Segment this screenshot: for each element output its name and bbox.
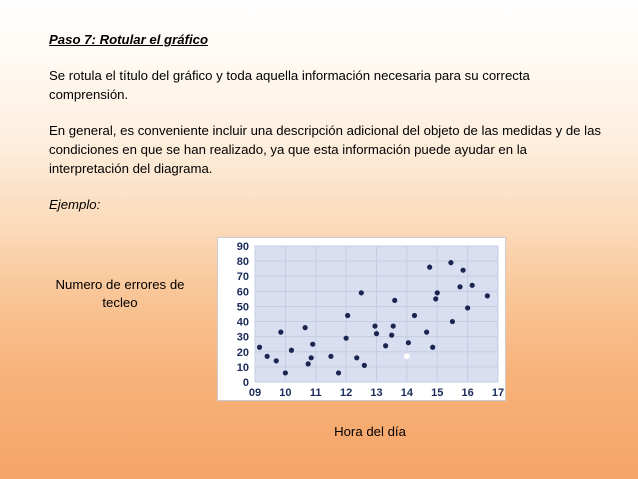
slide-heading: Paso 7: Rotular el gráfico <box>49 32 209 47</box>
data-point <box>265 354 270 359</box>
data-point <box>336 370 341 375</box>
scatter-chart <box>218 238 505 400</box>
paragraph-labeling: Se rotula el título del gráfico y toda aquella información necesaria para su correcta comprensión. <box>49 68 530 102</box>
data-point <box>460 268 465 273</box>
data-point <box>359 290 364 295</box>
data-point <box>289 348 294 353</box>
y-tick-label: 40 <box>236 316 249 329</box>
x-tick-label: 13 <box>370 387 383 399</box>
data-point <box>424 330 429 335</box>
y-tick-label: 90 <box>236 241 249 253</box>
data-point <box>328 354 333 359</box>
y-tick-labels <box>237 241 249 389</box>
x-tick-label: 14 <box>400 387 413 399</box>
data-point <box>485 293 490 298</box>
data-point <box>310 342 315 347</box>
data-point <box>433 296 438 301</box>
data-point <box>465 305 470 310</box>
data-point <box>470 283 475 288</box>
y-tick-label: 10 <box>236 361 249 374</box>
data-point <box>283 370 288 375</box>
y-tick-label: 70 <box>236 271 249 284</box>
data-point <box>309 355 314 360</box>
data-point <box>257 345 262 350</box>
data-point <box>303 325 308 330</box>
data-point <box>457 284 462 289</box>
data-point <box>448 260 453 265</box>
x-tick-label: 09 <box>248 387 262 399</box>
data-point <box>278 330 283 335</box>
data-point <box>406 340 411 345</box>
data-point <box>354 355 359 360</box>
data-point <box>392 298 397 303</box>
data-point <box>345 313 350 318</box>
data-point <box>430 345 435 350</box>
paragraph-description: En general, es conveniente incluir una descripción adicional del objeto de las medidas y de las condiciones en que se han realizado, ya que esta información puede ayudar en la interpretación del diagrama. <box>49 123 602 176</box>
x-tick-label: 11 <box>309 387 322 399</box>
data-point <box>362 363 367 368</box>
data-point <box>372 323 377 328</box>
y-tick-label: 50 <box>236 301 249 314</box>
x-tick-label: 10 <box>279 387 292 399</box>
data-point <box>412 313 417 318</box>
data-point-highlight <box>404 353 410 359</box>
data-point <box>274 358 279 363</box>
x-tick-labels <box>249 387 504 399</box>
x-tick-label: 15 <box>431 387 444 399</box>
x-tick-label: 16 <box>461 387 474 399</box>
y-axis-label: Numero de errores de tecleo <box>55 277 185 310</box>
y-tick-label: 20 <box>236 346 249 359</box>
data-point <box>435 290 440 295</box>
y-tick-label: 80 <box>236 256 249 269</box>
data-point <box>427 265 432 270</box>
y-tick-label: 30 <box>236 331 249 344</box>
data-point <box>306 361 311 366</box>
data-point <box>374 331 379 336</box>
data-point <box>450 319 455 324</box>
slide-body <box>49 30 609 214</box>
data-point <box>383 343 388 348</box>
x-axis-label: Hora del día <box>334 424 406 439</box>
scatter-plot-svg <box>218 238 505 400</box>
y-tick-label: 0 <box>242 377 249 389</box>
data-point <box>344 336 349 341</box>
data-point <box>391 323 396 328</box>
y-tick-label: 60 <box>236 286 249 299</box>
x-tick-label: 17 <box>491 387 505 399</box>
data-point <box>389 333 394 338</box>
x-tick-label: 12 <box>340 387 353 399</box>
example-label: Ejemplo: <box>49 197 101 212</box>
